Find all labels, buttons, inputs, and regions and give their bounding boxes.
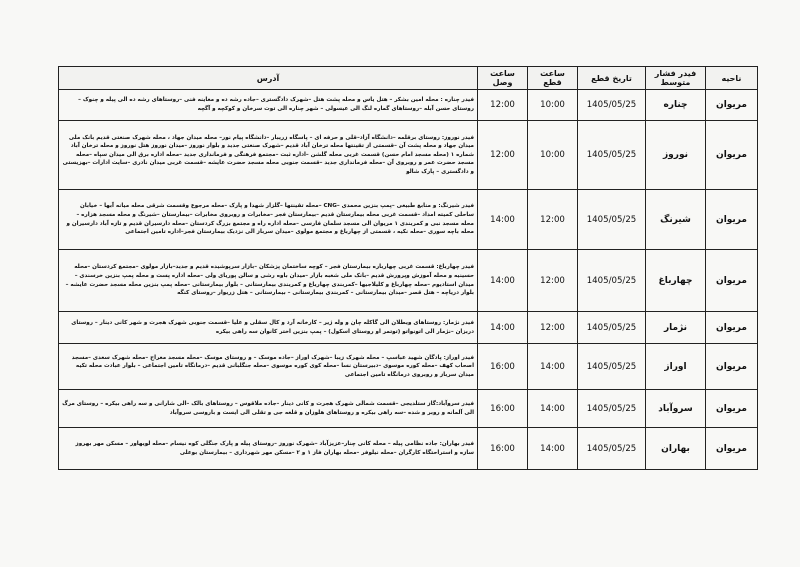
- region-cell: مریوان: [706, 250, 758, 312]
- table-row: [59, 250, 758, 312]
- cut-time-cell: 14:00: [528, 428, 578, 470]
- connect-time-cell: 16:00: [478, 428, 528, 470]
- table-row: [59, 121, 758, 190]
- table-row: [59, 344, 758, 390]
- header-address: آدرس: [59, 67, 478, 90]
- connect-time-cell: 12:00: [478, 121, 528, 190]
- connect-time-cell: 14:00: [478, 312, 528, 344]
- address-cell: فیدر نوروز: روستای برقلمه –دانشگاه آزاد–قلی و حرفه ای – پاسگاه زریبار –دانشگاه پیام نور– محله میدان جهاد ، محله شهرک صنعتی قدیم بانک ملی میدان جهاد و محله پشت آن –قسمتی از تقینتها محله ترخان آباد قدیم –شهرک صنعتی جدید و بلوار نوروز –میدان نوروز هتل نوروز و محله ترخان آباد شماره ۱ (محله مسجد امام حسن) قسمت غربی محله گلشن –اداره ثبت –مجتمع فرهنگی و فرمانداری جدید –محله اداره برق الی میدان سپاه –محله مسجد حضرت عمر و روبروی آن –محله فرمانداری جدید –قسمت جنوبی محله مسجد حضرت عایشه –قسمت غربی میدان نادری –سایت ادارات –بهزیستی و دادگستری – پارک شالو: [59, 121, 478, 190]
- date-cell: 1405/05/25: [578, 428, 646, 470]
- header-row: [59, 67, 758, 90]
- feeder-cell: سروآباد: [646, 390, 706, 428]
- date-cell: 1405/05/25: [578, 121, 646, 190]
- cut-time-cell: 12:00: [528, 250, 578, 312]
- header-feeder: فیدر فشار متوسط: [646, 67, 706, 90]
- date-cell: 1405/05/25: [578, 390, 646, 428]
- outage-schedule-table: [58, 66, 758, 470]
- address-cell: فیدر نژمار: روستاهای ویطلان الی گاکله چان و وله ژیر – کارخانه آرد و کال سقلی و علیا –قسمت جنوبی شهرک هجرت و شهر کانی دینار – روستای دربزان –نژمار الی اتونواتو (توتمر او روستای اسکول) – پمپ بنزین اختر کانوان سه راهی بیکره: [59, 312, 478, 344]
- date-cell: 1405/05/25: [578, 190, 646, 250]
- cut-time-cell: 12:00: [528, 190, 578, 250]
- feeder-cell: اوراز: [646, 344, 706, 390]
- connect-time-cell: 14:00: [478, 250, 528, 312]
- cut-time-cell: 14:00: [528, 344, 578, 390]
- region-cell: مریوان: [706, 90, 758, 121]
- address-cell: فیدر شیرنگ: و منابع طبیعی –پمپ بنزین محمدی –CNG –محله تقینتها –گلزار شهدا و پارک –محله مرجوع وقسمت شرقی محله میانه آبها – خیابان ساحلی کمیته امداد –قسمت غربی محله بیمارستان قدیم –بیمارستان فجر –مخابرات و روبروی مخابرات –بیمارستان –شیرنگ و محله مسجد هزاره – محله مسجد نبی و کمربندی ۱ مریوان الی مسجد سلمان فارسی –محله اداره راه و مجتمع بزرگ کردستان –محله دارسیران قدیم و تازه آباد دارسیران و محله باچه سوری –محله نکیه ، قسمتی از چهارباغ و مجتمع مولوی –میدان سرباز الی نزدیک بیمارستان فجر–اداره تامین اجتماعی: [59, 190, 478, 250]
- cut-time-cell: 14:00: [528, 390, 578, 428]
- table-row: [59, 312, 758, 344]
- header-region: ناحیه: [706, 67, 758, 90]
- header-cut-time: ساعت قطع: [528, 67, 578, 90]
- date-cell: 1405/05/25: [578, 250, 646, 312]
- address-cell: فیدر بهاران: جاده نظامی پیله – محله کانی چنار–عزیزآباد –شهرک نوروز –روستای پیله و پارک جنگلی کوه نیسام –محله لویهاور – مسکن مهر بهروز سازه و استراحتگاه کارگران –محله نیلوفر –محله بهاران فاز ۱ و ۲ –مسکن مهر شهرداری – بیمارستان بوعلی: [59, 428, 478, 470]
- region-cell: مریوان: [706, 344, 758, 390]
- table-row: [59, 390, 758, 428]
- table-row: [59, 190, 758, 250]
- feeder-cell: چهارباغ: [646, 250, 706, 312]
- date-cell: 1405/05/25: [578, 344, 646, 390]
- cut-time-cell: 12:00: [528, 312, 578, 344]
- cut-time-cell: 10:00: [528, 121, 578, 190]
- feeder-cell: نوروز: [646, 121, 706, 190]
- connect-time-cell: 16:00: [478, 344, 528, 390]
- table-row: [59, 90, 758, 121]
- connect-time-cell: 12:00: [478, 90, 528, 121]
- feeder-cell: چناره: [646, 90, 706, 121]
- address-cell: فیدر چناره : محله امین بشکر – هتل یاس و محله پشت هتل –شهرک دادگستری –جاده رشه ده و معاینه فنی –روستاهای رشه ده الی پیله و چنوک – روستای حسن آبله –روستاهای گماره لنگ الی عیسولی – شهر چناره الی توت سرخان و کوکچه و آگچه: [59, 90, 478, 121]
- date-cell: 1405/05/25: [578, 90, 646, 121]
- feeder-cell: شیرنگ: [646, 190, 706, 250]
- date-cell: 1405/05/25: [578, 312, 646, 344]
- address-cell: فیدر چهارباغ: قسمت غربی چهارباره بیمارستان فجر – کوچه ساختمان پزشکان –بازار سرپوشیده قدیم و جدید–بازار مولوی –مجتمع کردستان –محله حسینیه و محله آموزش وپرورش قدیم –بانک ملی شعبه بازار –میدان باوه رشی و سالن پوریای ولی –محله اداره پست و محله پمپ بنزین خرسندی – میدان استادیوم –محله چهارباغ و کلیلاجیها –کمربندی چهارباغ و کمربندی بیمارستانی – بلوار بیمارستانی –محله پمپ بنزین محله مسجد حضرت عایشه – بلوار دریاچه – هتل قصر –میدان بیمارستانی – کمربندی بیمارستانی – بیمارستانی – هتل زریوار –روستای کنگه: [59, 250, 478, 312]
- cut-time-cell: 10:00: [528, 90, 578, 121]
- region-cell: مریوان: [706, 390, 758, 428]
- address-cell: فیدر اوراز: پادگان شهید عباسپ – محله شهرک زیبا –شهرک اوراز –جاده موسک – و روستای موسک –محله مسجد معراج –محله شهرک سعدی –مسجد اصحاب کهف –محله کوره موسوی –دبیرستان نسا –محله کوی کوره موسوی –محله جنگلبانی قدیم –درمانگاه تامین اجتماعی – بلوار عبادت محله تکیه میدان سرباز و روبروی درمانگاه تامین اجتماعی: [59, 344, 478, 390]
- header-connect-time: ساعت وصل: [478, 67, 528, 90]
- feeder-cell: نژمار: [646, 312, 706, 344]
- region-cell: مریوان: [706, 428, 758, 470]
- address-cell: فیدر سروآباد:گاز ستلدیجی –قسمت شمالی شهرک هجرت و کانی دینار –جاده ملاقوس – روستاهای بالک –الی شارانی و سه راهی بیکره – روستای مرگ الی آلمانه و روبر و شده –سه راهی بیکره و روستاهای هلوزان و قلعه جی و تقلی الی ایست و باروسی سروآباد: [59, 390, 478, 428]
- table-row: [59, 428, 758, 470]
- header-date: تاریخ قطع: [578, 67, 646, 90]
- connect-time-cell: 14:00: [478, 190, 528, 250]
- region-cell: مریوان: [706, 121, 758, 190]
- connect-time-cell: 16:00: [478, 390, 528, 428]
- region-cell: مریوان: [706, 190, 758, 250]
- region-cell: مریوان: [706, 312, 758, 344]
- feeder-cell: بهاران: [646, 428, 706, 470]
